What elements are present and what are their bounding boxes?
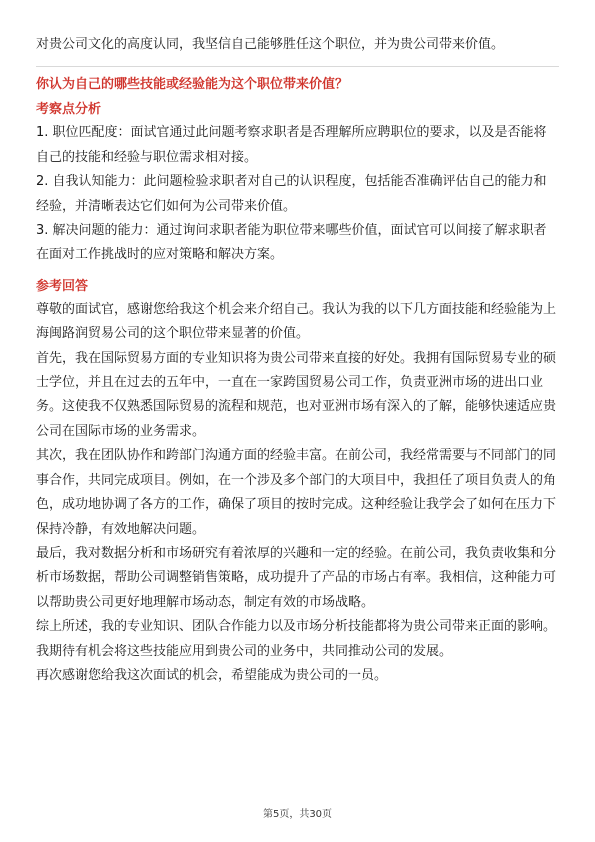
analysis-heading: 考察点分析 <box>36 102 102 118</box>
answer-paragraph-4: 最后，我对数据分析和市场研究有着浓厚的兴趣和一定的经验。在前公司，我负责收集和分析市场数据，帮助公司调整销售策略，成功提升了产品的市场占有率。我相信，这种能力可以帮助贵公司更好地理解市场动态，制定有效的市场战略。 <box>36 545 557 610</box>
analysis-point-3: 3. 解决问题的能力：通过询问求职者能为职位带来哪些价值，面试官可以间接了解求职者在面对工作挑战时的应对策略和解决方案。 <box>36 223 547 263</box>
answer-paragraph-2: 首先，我在国际贸易方面的专业知识将为贵公司带来直接的好处。我拥有国际贸易专业的硕士学位，并且在过去的五年中，一直在一家跨国贸易公司工作，负责亚洲市场的进出口业务。这使我不仅熟悉国际贸易的流程和规范，也对亚洲市场有深入的了解，能够快速适应贵公司在国际市场的业务需求。 <box>36 350 557 439</box>
answer-paragraph-5: 综上所述，我的专业知识、团队合作能力以及市场分析技能都将为贵公司带来正面的影响。我期待有机会将这些技能应用到贵公司的业务中，共同推动公司的发展。 <box>36 619 557 659</box>
top-continuation-text: 对贵公司文化的高度认同，我坚信自己能够胜任这个职位，并为贵公司带来价值。 <box>36 37 505 52</box>
divider-line <box>36 66 559 67</box>
analysis-point-2: 2. 自我认知能力：此问题检验求职者对自己的认识程度，包括能否准确评估自己的能力和经验，并清晰表达它们如何为公司带来价值。 <box>36 174 547 214</box>
page-number-footer: 第5页，共30页 <box>262 809 333 820</box>
answer-paragraph-3: 其次，我在团队协作和跨部门沟通方面的经验丰富。在前公司，我经常需要与不同部门的同事合作，共同完成项目。例如，在一个涉及多个部门的大项目中，我担任了项目负责人的角色，成功地协调了各方的工作，确保了项目的按时完成。这种经验让我学会了如何在压力下保持冷静，有效地解决问题。 <box>36 448 557 537</box>
section-spacer <box>36 268 559 276</box>
answer-heading: 参考回答 <box>36 278 89 294</box>
analysis-point-1: 1. 职位匹配度：面试官通过此问题考察求职者是否理解所应聘职位的要求，以及是否能将自己的技能和经验与职位需求相对接。 <box>36 125 547 165</box>
question-heading: 你认为自己的哪些技能或经验能为这个职位带来价值？ <box>36 77 349 93</box>
answer-paragraph-1: 尊敬的面试官，感谢您给我这个机会来介绍自己。我认为我的以下几方面技能和经验能为上海闽路润贸易公司的这个职位带来显著的价值。 <box>36 301 557 342</box>
answer-paragraph-6: 再次感谢您给我这次面试的机会，希望能成为贵公司的一员。 <box>36 667 388 683</box>
